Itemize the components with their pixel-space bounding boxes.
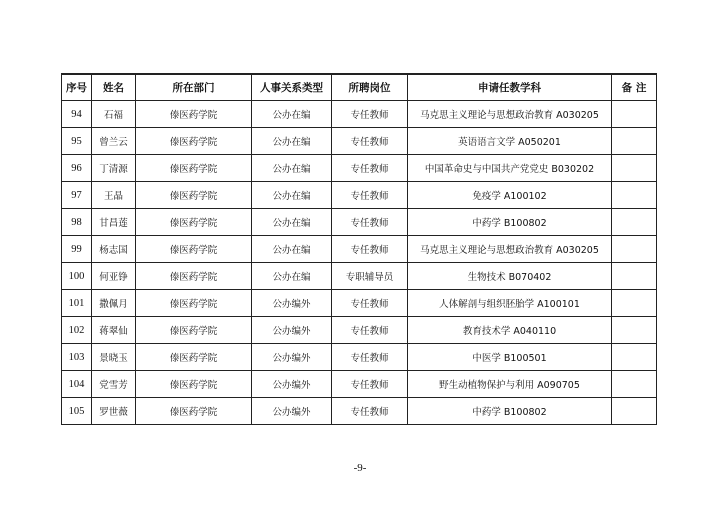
header-personnel-type: 人事关系类型 [252, 74, 332, 101]
staff-table-container [61, 73, 656, 425]
table-row [62, 128, 657, 155]
cell-department: 傣医药学院 [136, 236, 252, 263]
table-row [62, 155, 657, 182]
cell-index: 95 [62, 128, 92, 155]
header-remarks: 备 注 [612, 74, 657, 101]
cell-personnel-type: 公办编外 [252, 371, 332, 398]
cell-remarks [612, 155, 657, 182]
cell-remarks [612, 209, 657, 236]
cell-name: 丁清源 [92, 155, 136, 182]
table-row [62, 182, 657, 209]
cell-remarks [612, 101, 657, 128]
cell-department: 傣医药学院 [136, 344, 252, 371]
cell-remarks [612, 398, 657, 425]
table-row [62, 236, 657, 263]
cell-subject: 英语语言文学 A050201 [408, 128, 612, 155]
cell-department: 傣医药学院 [136, 290, 252, 317]
table-row [62, 209, 657, 236]
cell-department: 傣医药学院 [136, 155, 252, 182]
cell-department: 傣医药学院 [136, 398, 252, 425]
cell-department: 傣医药学院 [136, 317, 252, 344]
cell-department: 傣医药学院 [136, 128, 252, 155]
cell-subject: 马克思主义理论与思想政治教育 A030205 [408, 236, 612, 263]
cell-subject: 中药学 B100802 [408, 209, 612, 236]
cell-index: 105 [62, 398, 92, 425]
header-subject: 申请任教学科 [408, 74, 612, 101]
cell-subject: 马克思主义理论与思想政治教育 A030205 [408, 101, 612, 128]
cell-name: 撒佩月 [92, 290, 136, 317]
cell-position: 专任教师 [332, 290, 408, 317]
cell-personnel-type: 公办在编 [252, 128, 332, 155]
table-row [62, 317, 657, 344]
cell-position: 专任教师 [332, 317, 408, 344]
cell-index: 94 [62, 101, 92, 128]
cell-department: 傣医药学院 [136, 101, 252, 128]
cell-remarks [612, 317, 657, 344]
cell-subject: 生物技术 B070402 [408, 263, 612, 290]
table-row [62, 371, 657, 398]
cell-index: 100 [62, 263, 92, 290]
cell-remarks [612, 290, 657, 317]
cell-name: 杨志国 [92, 236, 136, 263]
cell-name: 王晶 [92, 182, 136, 209]
cell-position: 专任教师 [332, 101, 408, 128]
table-row [62, 263, 657, 290]
cell-subject: 教育技术学 A040110 [408, 317, 612, 344]
cell-position: 专任教师 [332, 398, 408, 425]
cell-remarks [612, 344, 657, 371]
cell-personnel-type: 公办编外 [252, 290, 332, 317]
table-body [62, 101, 657, 425]
cell-subject: 中药学 B100802 [408, 398, 612, 425]
cell-department: 傣医药学院 [136, 209, 252, 236]
cell-personnel-type: 公办编外 [252, 398, 332, 425]
cell-name: 罗世薇 [92, 398, 136, 425]
cell-personnel-type: 公办在编 [252, 182, 332, 209]
cell-department: 傣医药学院 [136, 371, 252, 398]
cell-position: 专任教师 [332, 236, 408, 263]
cell-name: 何亚铮 [92, 263, 136, 290]
cell-personnel-type: 公办在编 [252, 263, 332, 290]
cell-name: 曾兰云 [92, 128, 136, 155]
cell-position: 专职辅导员 [332, 263, 408, 290]
cell-remarks [612, 263, 657, 290]
cell-position: 专任教师 [332, 371, 408, 398]
cell-index: 98 [62, 209, 92, 236]
cell-subject: 中国革命史与中国共产党党史 B030202 [408, 155, 612, 182]
cell-personnel-type: 公办在编 [252, 155, 332, 182]
cell-position: 专任教师 [332, 182, 408, 209]
cell-position: 专任教师 [332, 128, 408, 155]
page-number: -9- [353, 462, 367, 474]
cell-name: 蒋翠仙 [92, 317, 136, 344]
cell-department: 傣医药学院 [136, 182, 252, 209]
cell-name: 党雪芳 [92, 371, 136, 398]
cell-name: 石福 [92, 101, 136, 128]
cell-index: 103 [62, 344, 92, 371]
cell-subject: 人体解剖与组织胚胎学 A100101 [408, 290, 612, 317]
cell-department: 傣医药学院 [136, 263, 252, 290]
cell-personnel-type: 公办编外 [252, 317, 332, 344]
cell-remarks [612, 128, 657, 155]
cell-index: 101 [62, 290, 92, 317]
table-row [62, 344, 657, 371]
cell-position: 专任教师 [332, 344, 408, 371]
header-department: 所在部门 [136, 74, 252, 101]
cell-index: 97 [62, 182, 92, 209]
cell-index: 96 [62, 155, 92, 182]
cell-remarks [612, 371, 657, 398]
header-index: 序号 [62, 74, 92, 101]
cell-index: 104 [62, 371, 92, 398]
cell-subject: 免疫学 A100102 [408, 182, 612, 209]
cell-name: 甘昌莲 [92, 209, 136, 236]
table-row [62, 398, 657, 425]
cell-remarks [612, 182, 657, 209]
staff-table [61, 73, 657, 425]
cell-index: 102 [62, 317, 92, 344]
cell-personnel-type: 公办在编 [252, 236, 332, 263]
cell-position: 专任教师 [332, 209, 408, 236]
table-row [62, 290, 657, 317]
cell-name: 景晓玉 [92, 344, 136, 371]
header-position: 所聘岗位 [332, 74, 408, 101]
cell-personnel-type: 公办编外 [252, 344, 332, 371]
cell-remarks [612, 236, 657, 263]
cell-index: 99 [62, 236, 92, 263]
cell-personnel-type: 公办在编 [252, 101, 332, 128]
table-header-row [62, 74, 657, 101]
table-row [62, 101, 657, 128]
header-name: 姓名 [92, 74, 136, 101]
cell-personnel-type: 公办在编 [252, 209, 332, 236]
cell-subject: 中医学 B100501 [408, 344, 612, 371]
cell-subject: 野生动植物保护与利用 A090705 [408, 371, 612, 398]
cell-position: 专任教师 [332, 155, 408, 182]
